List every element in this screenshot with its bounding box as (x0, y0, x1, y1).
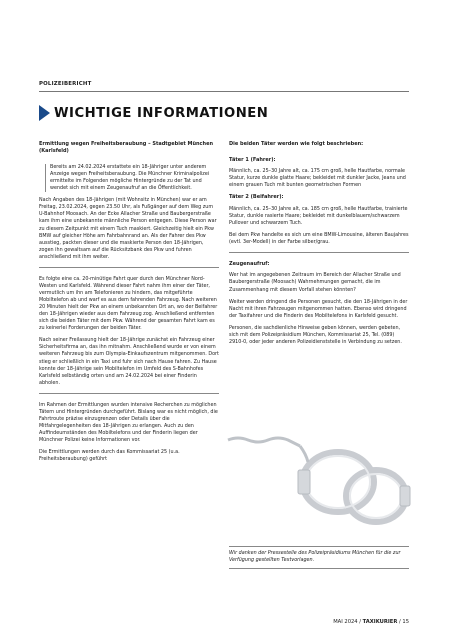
paragraph-divider (39, 267, 219, 268)
article-paragraph-2: Es folgte eine ca. 20-minütige Fahrt quer durch den Münchner Nord-Westen und Karlsfeld. Während dieser Fahrt nahm ihm einer der Täter, vermutlich um ihn am Telefonieren zu hindern, das mitgeführte Mobiltelefon ab und warf es aus dem fahrenden Fahrzeug. Nach weiteren 20 Minuten hielt der Pkw an einem unbekannten Ort an, wo der Beifahrer den 18-Jährigen wieder aus dem Fahrzeug zog. Anschließend entfernten sich die beiden Täter mit dem Pkw. Während der gesamten Fahrt kam es zu keinerlei Forderungen der beiden Täter. (39, 275, 218, 332)
triangle-arrow-icon (39, 105, 50, 121)
article-heading: Ermittlung wegen Freiheitsberaubung – Stadtgebiet München (Karlsfeld) (39, 141, 214, 154)
article-paragraph-1: Nach Angaben des 18-Jährigen (mit Wohnsitz in München) war er am Freitag, 23.02.2024, gegen 23.50 Uhr, als Fußgänger auf dem Weg zum U-Bahnhof Moosach. An der Ecke Allacher Straße und Baubergerstraße kam ihm eine unbekannte männliche Person entgegen. Diese Person war zu diesem Zeitpunkt mit einem Tuch maskiert. Gleichzeitig hielt ein Pkw BMW auf gleicher Höhe am Fahrbahnrand an. Als der Fahrer des Pkw ausstieg, packten dieser und die maskierte Person den 18-Jährigen, zogen ihn gewaltsam auf die Rücksitzbank des Pkw und fuhren anschließend mit ihm weiter. (39, 197, 217, 260)
witness-appeal-2: Weiter werden dringend die Personen gesucht, die den 18-Jährigen in der Nacht mit ihren Fahrzeugen mitgenommen hatten. Ebenso wird dringend der Taxifahrer und die Finderin des Mobiltelefons in Karlsfeld gesucht. (229, 298, 408, 319)
witness-appeal-heading: Zeugenaufruf: (229, 261, 270, 268)
witness-appeal-3: Personen, die sachdienliche Hinweise geben können, werden gebeten, sich mit dem Polizeipräsidium München, Kommissariat 25, Tel. (089) 2910-0, oder jeder anderen Polizeidienststelle in Verbindung zu setzen. (229, 324, 402, 345)
suspect-1-heading: Täter 1 (Fahrer): (229, 157, 276, 163)
article-paragraph-5: Die Ermittlungen werden durch das Kommissariat 25 (u.a. Freiheitsberaubung) geführt (39, 449, 180, 463)
article-paragraph-4: Im Rahmen der Ermittlungen wurden intensive Recherchen zu möglichen Tätern und Hintergründen durchgeführt. Bislang war es nicht möglich, die Fahrtroute präzise einzugrenzen oder Details über die Mitfahrgelegenheiten des 18-Jährigen zu erlangen. Auch zu den Auffindeumständen des Mobiltelefons und der Finderin liegen der Münchner Polizei keine Informationen vor. (39, 401, 218, 444)
section-label: POLIZEIBERICHT (39, 81, 92, 87)
acknowledgement-note: Wir danken der Pressestelle des Polizeipräsidiums München für die zur Verfügung gestellten Textvorlagen. (229, 546, 409, 569)
top-divider (39, 91, 409, 92)
title-banner (39, 103, 268, 123)
suspect-2-heading: Täter 2 (Beifahrer): (229, 194, 284, 201)
page-footer (333, 619, 409, 625)
handcuffs-icon (218, 420, 418, 538)
paragraph-divider (229, 252, 409, 253)
vehicle-description: Bei dem Pkw handelte es sich um eine BMW-Limousine, älteren Baujahres (evtl. 3er-Modell) in der Farbe silber/grau. (229, 231, 409, 246)
suspect-2-description: Männlich, ca. 25–30 Jahre alt, ca. 185 cm groß, helle Hautfarbe, trainierte Statur, dunkle rasierte Haare; bekleidet mit dunkelblauem/schwarzem Pullover und schwarzem Tuch. (229, 205, 408, 226)
footer-brand: TAXIKURIER (362, 619, 398, 625)
left-column (39, 141, 219, 468)
footer-issue: MAI 2024 / (333, 619, 363, 625)
description-intro: Die beiden Täter werden wie folgt beschrieben: (229, 141, 364, 147)
suspect-1-description: Männlich, ca. 25–30 Jahre alt, ca. 175 cm groß, helle Hautfarbe, normale Statur, kurze dunkle glatte Haare; bekleidet mit dunkler Jacke, Jeans und einem grauen Tuch mit bunten geometrischen Formen (229, 168, 406, 189)
article-lead: Bereits am 24.02.2024 erstattete ein 18-Jähriger unter anderem Anzeige wegen Freiheitsberaubung. Die Münchner Kriminalpolizei ermittelte im Folgenden mögliche Hintergründe zu der Tat und wendet sich mit einem Zeugenaufruf an die Öffentlichkeit. (45, 164, 219, 192)
page-title: WICHTIGE INFORMATIONEN (54, 105, 269, 121)
witness-appeal-1: Wer hat im angegebenen Zeitraum im Bereich der Allacher Straße und Baubergerstraße (Moosach) Wahrnehmungen gemacht, die im Zusammenhang mit diesem Vorfall stehen könnten? (229, 272, 401, 293)
footer-page-number: / 15 (397, 619, 409, 625)
article-paragraph-3: Nach seiner Freilassung hielt der 18-Jährige zunächst ein Fahrzeug einer Sicherheitsfirma an, das ihn mitnahm. Anschließend wurde er von einem weiteren Fahrzeug bis zum Olympia-Einkaufszentrum mitgenommen. Dort stieg er schließlich in ein Taxi und fuhr sich nach Hause fahren. Zu Hause konnte der 18-Jährige sein Mobiltelefon im Umfeld des S-Bahnhofes Karlsfeld selbständig orten und am 24.02.2024 bei einer Finderin abholen. (39, 337, 219, 386)
paragraph-divider (39, 393, 219, 394)
right-column (229, 141, 409, 351)
